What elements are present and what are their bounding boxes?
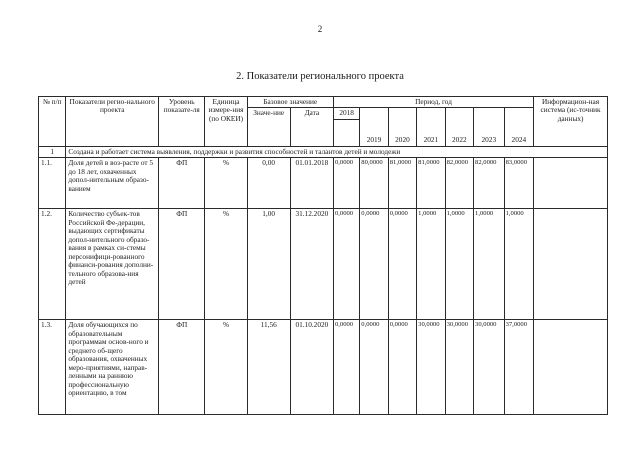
header-value: Значе-ние	[247, 108, 290, 146]
row-indicator: Количество субъек-тов Российской Фе-дерации, выдающих сертификаты допол-нительного образо-вания в рамках си-стемы персонифици-рованного финанси-рования дополни-тельного образова-ния детей	[66, 209, 159, 320]
row-unit: %	[205, 209, 247, 320]
header-year: 2024	[504, 108, 534, 146]
section-num: 1	[39, 146, 66, 157]
table-row	[39, 158, 608, 209]
row-level: ФП	[159, 320, 205, 415]
row-year-value: 0,0000	[388, 320, 416, 415]
row-year-value: 37,0000	[504, 320, 534, 415]
row-base-value: 11,56	[247, 320, 290, 415]
row-base-value: 1,00	[247, 209, 290, 320]
row-year-value: 0,0000	[333, 320, 359, 415]
header-info-system: Информацион-ная система (ис-точник данных)	[534, 97, 608, 147]
table-row	[39, 209, 608, 320]
row-num: 1.2.	[39, 209, 66, 320]
header-base-value-group: Базовое значение	[247, 97, 333, 108]
indicators-table	[38, 96, 608, 415]
row-year-value: 82,0000	[474, 158, 505, 209]
row-year-value: 1,0000	[474, 209, 505, 320]
header-year: 2021	[417, 108, 445, 146]
header-year: 2022	[445, 108, 473, 146]
header-period-group: Период, год	[333, 97, 533, 108]
row-base-date: 01.10.2020	[290, 320, 333, 415]
row-num: 1.3.	[39, 320, 66, 415]
header-unit: Единица измере-ния (по ОКЕИ)	[205, 97, 247, 147]
row-year-value: 0,0000	[360, 209, 388, 320]
section-row	[39, 146, 608, 157]
row-year-value: 81,0000	[417, 158, 445, 209]
header-year-empty	[333, 119, 359, 146]
row-base-date: 01.01.2018	[290, 158, 333, 209]
header-year: 2023	[474, 108, 505, 146]
header-year: 2019	[360, 108, 388, 146]
row-base-date: 31.12.2020	[290, 209, 333, 320]
row-base-value: 0,00	[247, 158, 290, 209]
row-year-value: 83,0000	[504, 158, 534, 209]
row-indicator: Доля обучающихся по образовательным программам основ-ного и среднего об-щего образования, охваченных меро-приятиями, направ-ленными на раннюю профессиональную ориентацию, в том	[66, 320, 159, 415]
section-title: 2. Показатели регионального проекта	[236, 71, 404, 82]
row-info-system	[534, 209, 608, 320]
header-year: 2020	[388, 108, 416, 146]
section-title-cell: Создана и работает система выявления, поддержки и развития способностей и талантов детей и молодежи	[66, 146, 608, 157]
row-year-value: 30,0000	[417, 320, 445, 415]
row-level: ФП	[159, 158, 205, 209]
header-date: Дата	[290, 108, 333, 146]
row-year-value: 1,0000	[445, 209, 473, 320]
table-header-row	[39, 97, 608, 108]
row-info-system	[534, 320, 608, 415]
row-year-value: 81,0000	[388, 158, 416, 209]
header-num: № п/п	[39, 97, 66, 147]
page-number: 2	[317, 24, 323, 34]
header-level: Уровень показате-ля	[159, 97, 205, 147]
header-year: 2018	[333, 108, 359, 119]
row-indicator: Доля детей в воз-расте от 5 до 18 лет, охваченных допол-нительным образо-ванием	[66, 158, 159, 209]
header-indicator: Показатели регио-нального проекта	[66, 97, 159, 147]
row-year-value: 30,0000	[474, 320, 505, 415]
row-unit: %	[205, 320, 247, 415]
row-year-value: 82,0000	[445, 158, 473, 209]
row-year-value: 30,0000	[445, 320, 473, 415]
row-year-value: 1,0000	[417, 209, 445, 320]
row-year-value: 0,0000	[388, 209, 416, 320]
row-info-system	[534, 158, 608, 209]
row-year-value: 0,0000	[360, 320, 388, 415]
row-year-value: 0,0000	[333, 158, 359, 209]
row-level: ФП	[159, 209, 205, 320]
row-year-value: 0,0000	[333, 209, 359, 320]
row-year-value: 80,0000	[360, 158, 388, 209]
row-num: 1.1.	[39, 158, 66, 209]
row-unit: %	[205, 158, 247, 209]
table-row	[39, 320, 608, 415]
row-year-value: 1,0000	[504, 209, 534, 320]
